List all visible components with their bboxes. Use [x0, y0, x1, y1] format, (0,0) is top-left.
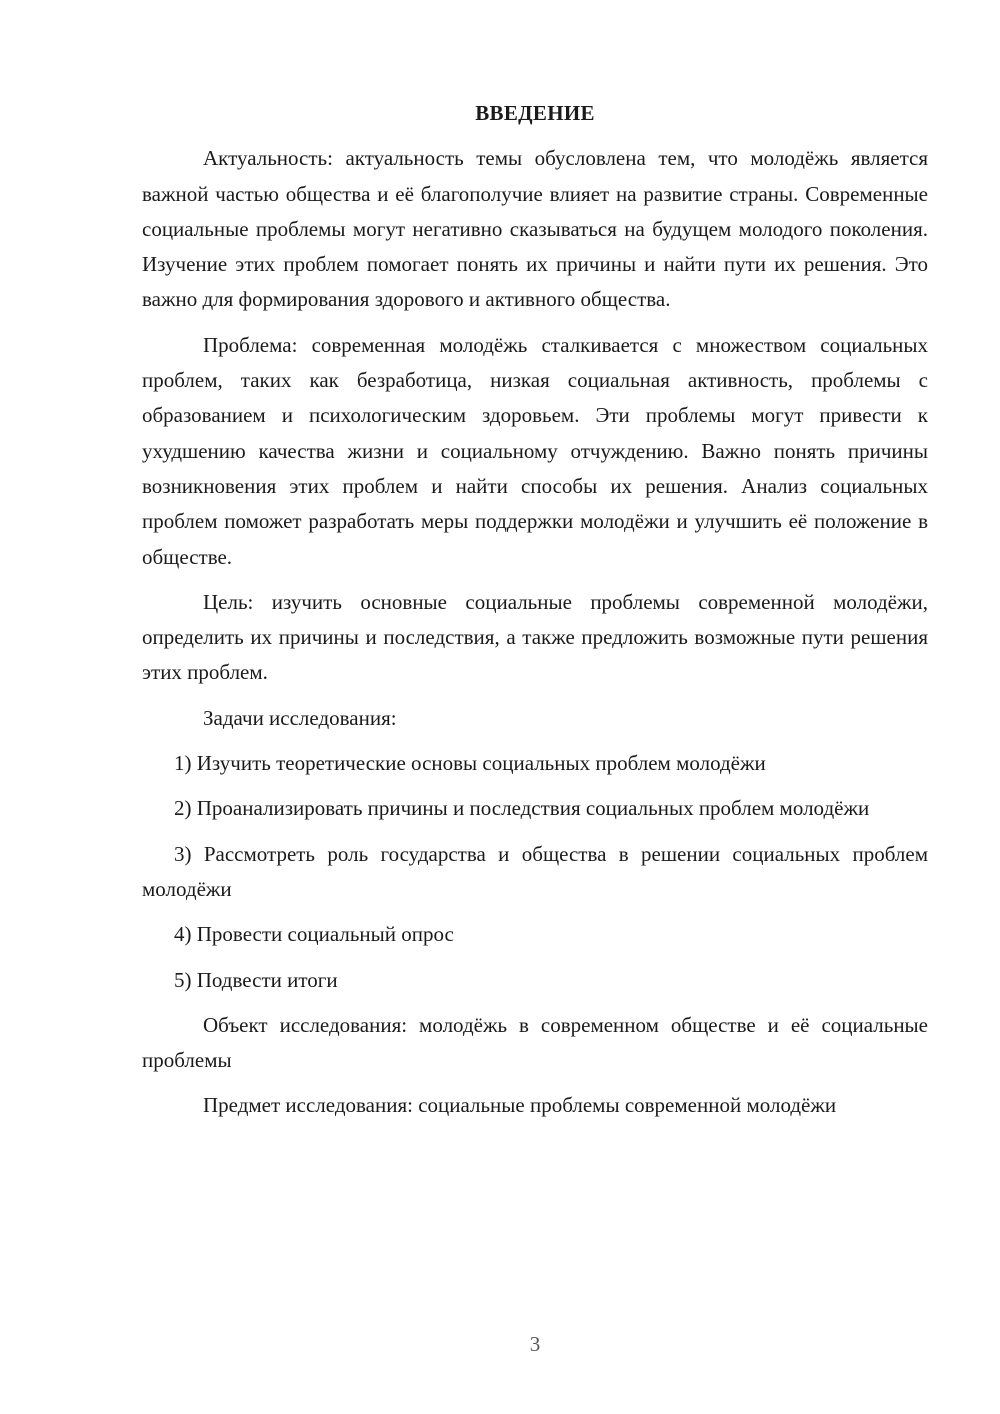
relevance-paragraph: Актуальность: актуальность темы обусловлена тем, что молодёжь является важной частью общества и её благополучие влияет на развитие страны. Современные социальные проблемы могут негативно сказываться на будущем молодого поколения. Изучение этих проблем помогает понять их причины и найти пути их решения. Это важно для формирования здорового и активного общества.: [142, 146, 928, 312]
research-object-paragraph: Объект исследования: молодёжь в современном обществе и её социальные проблемы: [142, 1012, 928, 1073]
task-item-4: 4) Провести социальный опрос: [174, 922, 454, 947]
task-item-2: 2) Проанализировать причины и последствия социальных проблем молодёжи: [174, 796, 870, 821]
task-item-5: 5) Подвести итоги: [174, 967, 338, 992]
document-page: [142, 96, 928, 1134]
research-subject-paragraph: Предмет исследования: социальные проблемы современной молодёжи: [203, 1093, 837, 1118]
task-item-3: 3) Рассмотреть роль государства и общества в решении социальных проблем молодёжи: [142, 841, 928, 901]
task-item-1: 1) Изучить теоретические основы социальных проблем молодёжи: [174, 751, 766, 776]
page-number: 3: [529, 1332, 541, 1356]
tasks-label: Задачи исследования:: [203, 705, 397, 730]
section-heading: ВВЕДЕНИЕ: [475, 101, 595, 125]
problem-paragraph: Проблема: современная молодёжь сталкивается с множеством социальных проблем, таких как безработица, низкая социальная активность, проблемы с образованием и психологическим здоровьем. Эти проблемы могут привести к ухудшению качества жизни и социальному отчуждению. Важно понять причины возникновения этих проблем и найти способы их решения. Анализ социальных проблем поможет разработать меры поддержки молодёжи и улучшить её положение в обществе.: [142, 332, 928, 569]
goal-paragraph: Цель: изучить основные социальные проблемы современной молодёжи, определить их причины и последствия, а также предложить возможные пути решения этих проблем.: [142, 589, 928, 685]
